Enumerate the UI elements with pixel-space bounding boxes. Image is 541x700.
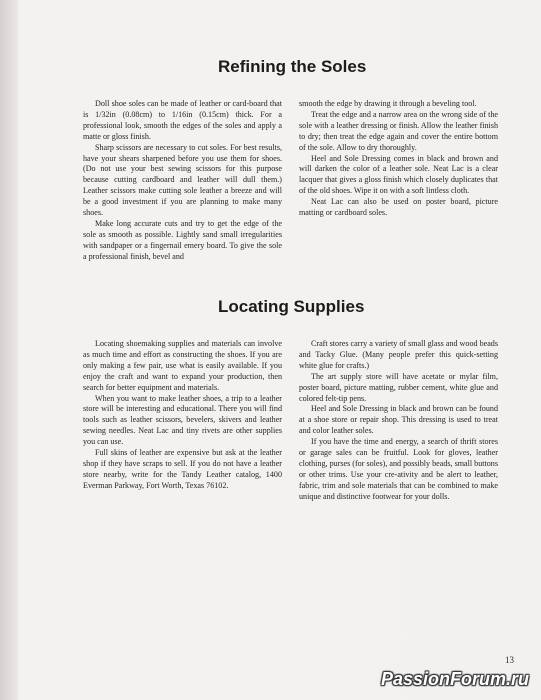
paragraph: Doll shoe soles can be made of leather or card-board that is 1/32in (0.08cm) to 1/16in (0.15cm) thick. For a professional look, smooth the edges of the soles and apply a matte or gloss finish. [83, 99, 282, 141]
locating-supplies-column-right [299, 339, 498, 503]
paragraph: Heel and Sole Dressing comes in black and brown and will darken the color of a leather sole. Neat Lac is a clear lacquer that gives a gloss finish which closely duplicates that of the old shoes. Wipe it on with a soft lintless cloth. [299, 153, 498, 196]
paragraph: When you want to make leather shoes, a trip to a leather store will be interesting and educational. There you will find tools such as leather scissors, bevelers, skivers and leather sewing needles. Neat Lac and tiny rivets are other supplies you can use. [83, 393, 282, 447]
paragraph: smooth the edge by drawing it through a beveling tool. [299, 99, 477, 108]
paragraph: Make long accurate cuts and try to get the edge of the sole as smooth as possible. Lightly sand small irregularities with sandpaper or a fingernail emery board. To give the sole a professional finish, bevel and [83, 218, 282, 261]
locating-supplies-column-left [83, 339, 282, 492]
watermark: PassionForum.ru [380, 669, 529, 689]
paragraph: If you have the time and energy, a search of thrift stores or garage sales can be fruitful. Look for gloves, leather clothing, purses (for soles), and possibly beads, small buttons or other trims. Use your cre-ativity and be alert to leather, fabric, trim and sole materials that can be combined to make unique and distinctive footwear for your dolls. [299, 437, 498, 501]
refining-soles-column-left [83, 99, 282, 263]
paragraph: Sharp scissors are necessary to cut soles. For best results, have your shears sharpened before you use them for shoes. (Do not use your best sewing scissors for this purpose because cutting cardboard and leather will dull them.) Leather scissors make cutting sole leather a breeze and will be a good investment if you are planning to make many shoes. [83, 142, 282, 218]
paragraph: Neat Lac can also be used on poster board, picture matting or cardboard soles. [299, 197, 498, 218]
paragraph: Locating shoemaking supplies and materials can involve as much time and effort as constructing the shoes. If you are only making a few pair, use what is easily available. If you enjoy the craft and want to expand your production, then search for better equipment and materials. [83, 339, 282, 392]
section-title-locating-supplies: Locating Supplies [218, 297, 365, 316]
paragraph: Full skins of leather are expensive but ask at the leather shop if they have scraps to sell. If you do not have a leather store nearby, write for the Tandy Leather catalog, 1400 Everman Parkway, Fort Worth, Texas 76102. [83, 448, 282, 490]
paragraph: Craft stores carry a variety of small glass and wood beads and Tacky Glue. (Many people prefer this quick-setting white glue for crafts.) [299, 339, 498, 370]
paragraph: Heel and Sole Dressing in black and brown can be found at a shoe store or repair shop. This dressing is used to treat and color leather soles. [299, 404, 498, 436]
section-title-refining-soles: Refining the Soles [218, 57, 367, 76]
paragraph: Treat the edge and a narrow area on the wrong side of the sole with a leather dressing or finish. Allow the leather finish to dry; then treat the edge again and cover the entire bottom of the sole. Allow to dry thoroughly. [299, 109, 498, 152]
paragraph: The art supply store will have acetate or mylar film, poster board, picture matting, rubber cement, white glue and colored felt-tip pens. [299, 371, 498, 403]
page-number: 13 [505, 655, 514, 665]
page-binding-shadow [0, 0, 18, 700]
refining-soles-column-right [299, 99, 498, 219]
